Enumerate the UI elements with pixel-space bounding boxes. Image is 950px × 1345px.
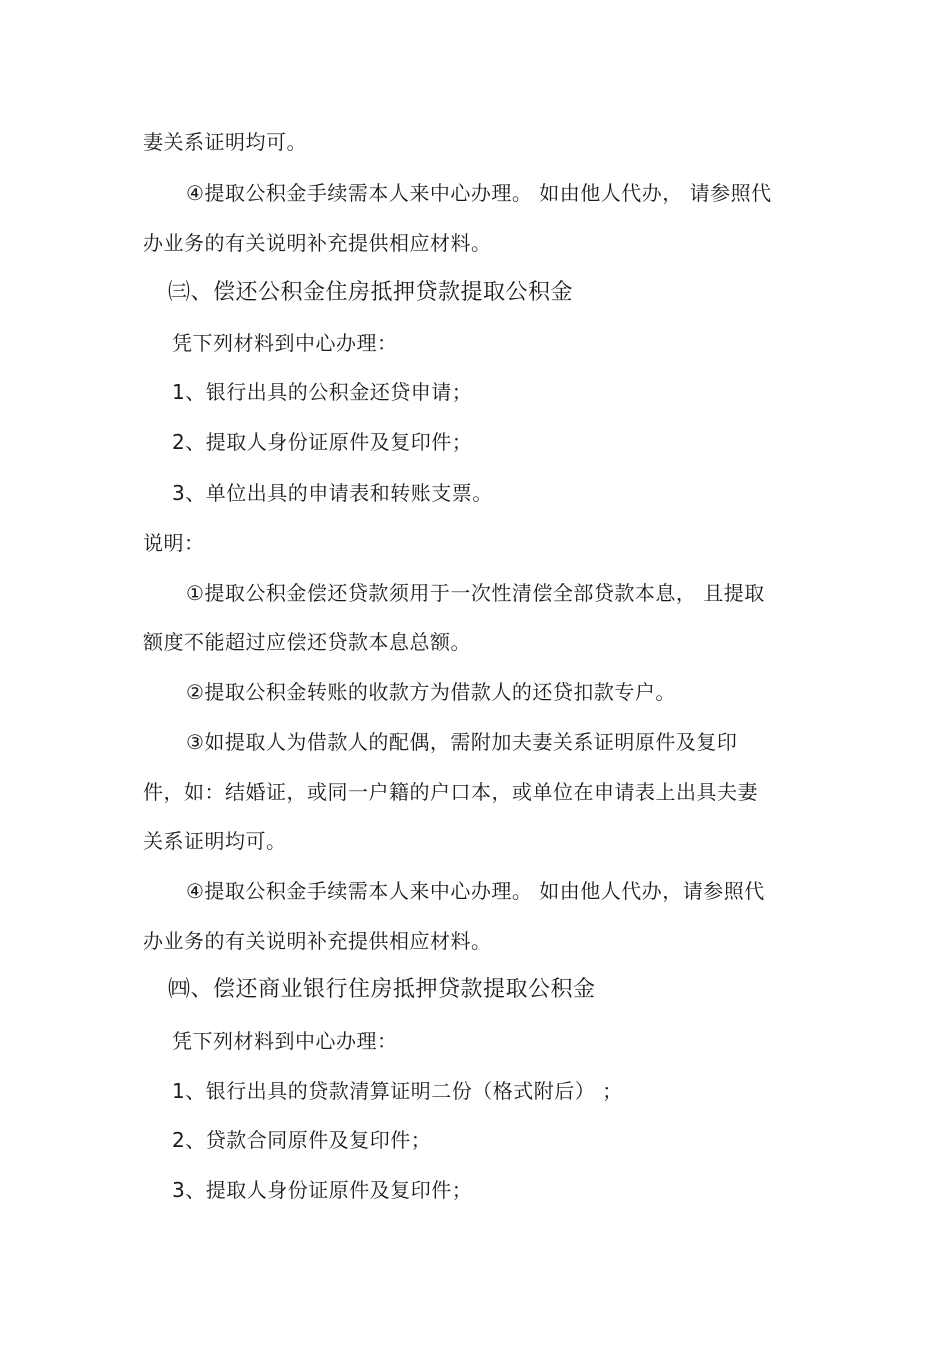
section-heading-3: ㈢、偿还公积金住房抵押贷款提取公积金 (168, 280, 574, 305)
paragraph-line: 件，如：结婚证，或同一户籍的户口本，或单位在申请表上出具夫妻 (143, 780, 758, 804)
list-item: 2、贷款合同原件及复印件； (172, 1128, 432, 1152)
list-item: 1、银行出具的贷款清算证明二份（格式附后） ； (172, 1079, 623, 1103)
note-item-1: ①提取公积金偿还贷款须用于一次性清偿全部贷款本息， 且提取 (186, 581, 765, 605)
note-item-2: ②提取公积金转账的收款方为借款人的还贷扣款专户。 (186, 680, 676, 704)
list-item: 2、提取人身份证原件及复印件； (172, 430, 473, 454)
list-item: 1、银行出具的公积金还贷申请； (172, 380, 473, 404)
materials-intro: 凭下列材料到中心办理： (172, 1029, 398, 1053)
paragraph-line: 额度不能超过应偿还贷款本息总额。 (143, 630, 471, 654)
section-heading-4: ㈣、偿还商业银行住房抵押贷款提取公积金 (168, 977, 596, 1002)
notes-label: 说明： (143, 531, 205, 555)
paragraph-line: 办业务的有关说明补充提供相应材料。 (143, 231, 492, 255)
note-item-3: ③如提取人为借款人的配偶，需附加夫妻关系证明原件及复印 (186, 730, 738, 754)
note-item-4: ④提取公积金手续需本人来中心办理。 如由他人代办， 请参照代 (186, 181, 772, 205)
paragraph-line: 妻关系证明均可。 (143, 130, 307, 154)
list-item: 3、提取人身份证原件及复印件； (172, 1178, 473, 1202)
note-item-4: ④提取公积金手续需本人来中心办理。 如由他人代办，请参照代 (186, 879, 765, 903)
list-item: 3、单位出具的申请表和转账支票。 (172, 481, 493, 505)
materials-intro: 凭下列材料到中心办理： (172, 331, 398, 355)
paragraph-line: 办业务的有关说明补充提供相应材料。 (143, 929, 492, 953)
paragraph-line: 关系证明均可。 (143, 829, 287, 853)
